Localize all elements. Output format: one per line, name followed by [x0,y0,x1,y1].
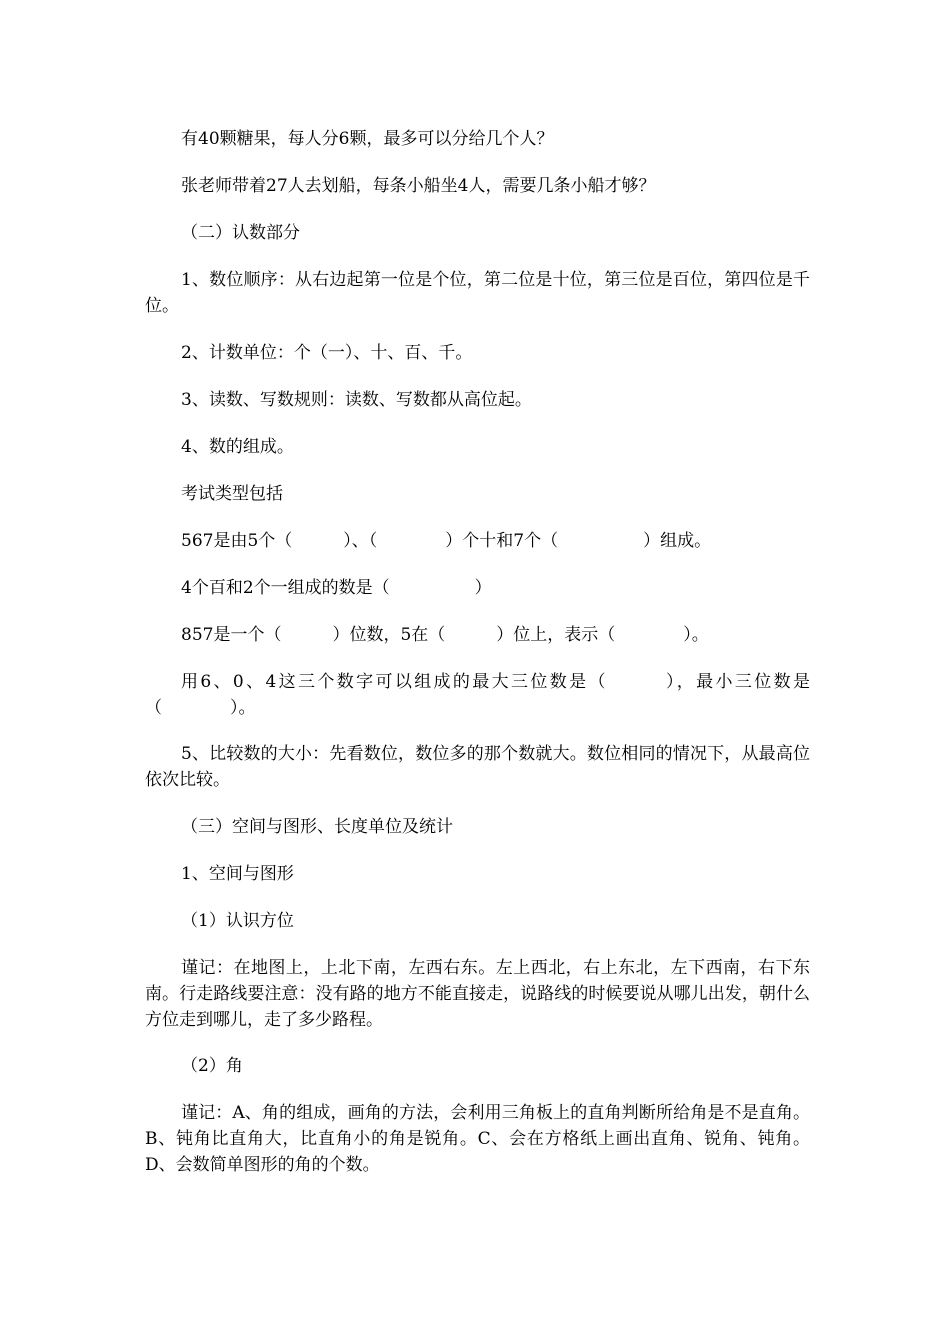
paragraph-compare-numbers: 5、比较数的大小：先看数位，数位多的那个数就大。数位相同的情况下，从最高位依次比较。 [145,744,810,790]
paragraph-digit-order: 1、数位顺序：从右边起第一位是个位，第二位是十位，第三位是百位，第四位是千位。 [145,270,810,316]
paragraph-counting-units: 2、计数单位：个（一）、十、百、千。 [181,343,473,363]
subheading-directions: （1）认识方位 [181,911,294,931]
paragraph-directions-note: 谨记：在地图上，上北下南，左西右东。左上西北，右上东北，左下西南，右下东南。行走路线要注意：没有路的地方不能直接走，说路线的时候要说从哪儿出发，朝什么方位走到哪儿，走了多少路程。 [145,958,810,1030]
section-heading-number-recognition: （二）认数部分 [181,223,300,243]
subheading-space-shapes: 1、空间与图形 [181,864,294,884]
paragraph-reading-writing-rules: 3、读数、写数规则：读数、写数都从高位起。 [181,390,532,410]
paragraph-number-composition: 4、数的组成。 [181,437,294,457]
exercise-4-hundreds: 4个百和2个一组成的数是（ ） [181,578,492,598]
exercise-604-digits: 用6、0、4这三个数字可以组成的最大三位数是（ ），最小三位数是（ ）。 [145,672,810,718]
paragraph-exam-types: 考试类型包括 [181,484,283,504]
exercise-857: 857是一个（ ）位数，5在（ ）位上，表示（ ）。 [181,625,709,645]
paragraph-boat-question: 张老师带着27人去划船，每条小船坐4人，需要几条小船才够？ [181,176,656,196]
paragraph-angles-note: 谨记：A、角的组成，画角的方法，会利用三角板上的直角判断所给角是不是直角。B、钝角比直角大，比直角小的角是锐角。C、会在方格纸上画出直角、锐角、钝角。D、会数简单图形的角的个数。 [145,1103,810,1175]
exercise-567: 567是由5个（ ）、（ ）个十和7个（ ）组成。 [181,531,712,551]
subheading-angles: （2）角 [181,1056,243,1076]
section-heading-space-geometry: （三）空间与图形、长度单位及统计 [181,817,453,837]
paragraph-candy-question: 有40颗糖果，每人分6颗，最多可以分给几个人？ [181,129,554,149]
